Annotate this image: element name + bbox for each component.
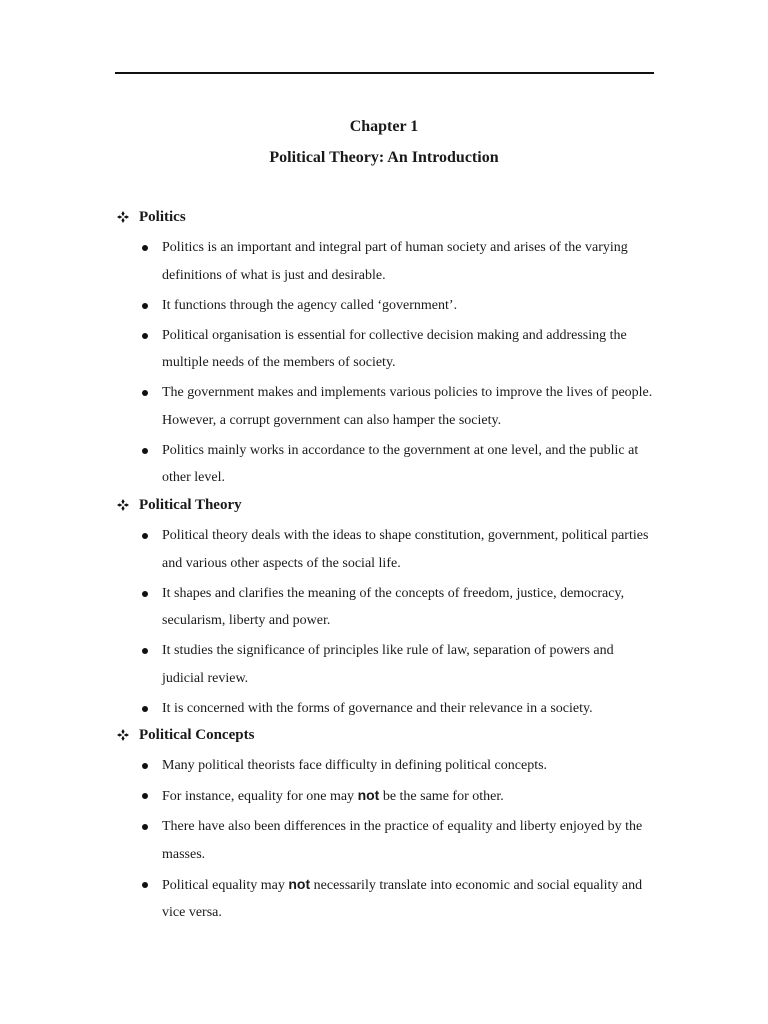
list-item — [117, 637, 657, 692]
diamond-bullet-icon — [117, 499, 129, 511]
list-item — [117, 234, 657, 289]
list-item-text: The government makes and implements various policies to improve the lives of people. However, a corrupt government can also hamper the society. — [162, 385, 653, 428]
emphasis-not: not — [288, 875, 311, 892]
list-item — [117, 379, 657, 434]
list-item — [117, 782, 657, 811]
bullet-icon — [142, 763, 148, 769]
bullet-list — [117, 522, 657, 722]
section-heading-text: Political Theory — [139, 496, 242, 513]
bullet-icon — [142, 303, 148, 309]
diamond-bullet-icon — [117, 211, 129, 223]
list-item — [117, 695, 657, 723]
list-item — [117, 292, 657, 320]
header-rule — [115, 72, 654, 74]
section-political-theory — [117, 494, 657, 725]
list-item-text: It functions through the agency called ‘government’. — [162, 297, 458, 313]
list-item-text: It studies the significance of principles like rule of law, separation of powers and judicial review. — [162, 643, 614, 686]
diamond-bullet-icon — [117, 729, 129, 741]
page-title: Political Theory: An Introduction — [269, 149, 499, 166]
list-item-text: Political theory deals with the ideas to shape constitution, government, political parties and various other aspects of the social life. — [162, 528, 649, 571]
chapter-label: Chapter 1 — [349, 118, 419, 135]
list-item — [117, 437, 657, 492]
section-politics — [117, 206, 657, 494]
list-item — [117, 580, 657, 635]
bullet-list — [117, 752, 657, 927]
emphasis-not: not — [357, 787, 380, 803]
list-item-text-after: necessarily translate into economic and social equality and vice versa. — [162, 877, 643, 920]
bullet-icon — [142, 882, 148, 888]
section-political-concepts — [117, 724, 657, 929]
list-item-text-before: For instance, equality for one may — [162, 789, 358, 804]
list-item-text: It is concerned with the forms of governance and their relevance in a society. — [162, 700, 593, 716]
list-item-text: There have also been differences in the practice of equality and liberty enjoyed by the masses. — [162, 819, 643, 862]
list-item — [117, 322, 657, 377]
bullet-icon — [142, 448, 148, 454]
bullet-icon — [142, 533, 148, 539]
bullet-icon — [142, 648, 148, 654]
list-item-text-after: be the same for other. — [379, 789, 504, 804]
bullet-list — [117, 234, 657, 492]
section-heading-text: Politics — [139, 208, 186, 225]
bullet-icon — [142, 706, 148, 712]
list-item — [117, 522, 657, 577]
section-heading — [117, 724, 657, 746]
section-heading — [117, 206, 657, 228]
bullet-icon — [142, 245, 148, 251]
list-item-text: Politics is an important and integral part of human society and arises of the varying definitions of what is just and desirable. — [162, 240, 628, 283]
bullet-icon — [142, 591, 148, 597]
section-heading-text: Political Concepts — [139, 726, 255, 743]
list-item-text: Political organisation is essential for collective decision making and addressing the multiple needs of the members of society. — [162, 327, 627, 370]
list-item-text: It shapes and clarifies the meaning of the concepts of freedom, justice, democracy, secularism, liberty and power. — [162, 585, 625, 628]
list-item — [117, 813, 657, 868]
list-item-text: Many political theorists face difficulty in defining political concepts. — [162, 758, 548, 773]
list-item — [117, 752, 657, 780]
bullet-icon — [142, 333, 148, 339]
list-item — [117, 871, 657, 927]
section-heading — [117, 494, 657, 516]
list-item-text: Politics mainly works in accordance to the government at one level, and the public at other level. — [162, 442, 639, 485]
bullet-icon — [142, 793, 148, 799]
list-item-text-before: Political equality may — [162, 877, 289, 893]
bullet-icon — [142, 390, 148, 396]
bullet-icon — [142, 824, 148, 830]
